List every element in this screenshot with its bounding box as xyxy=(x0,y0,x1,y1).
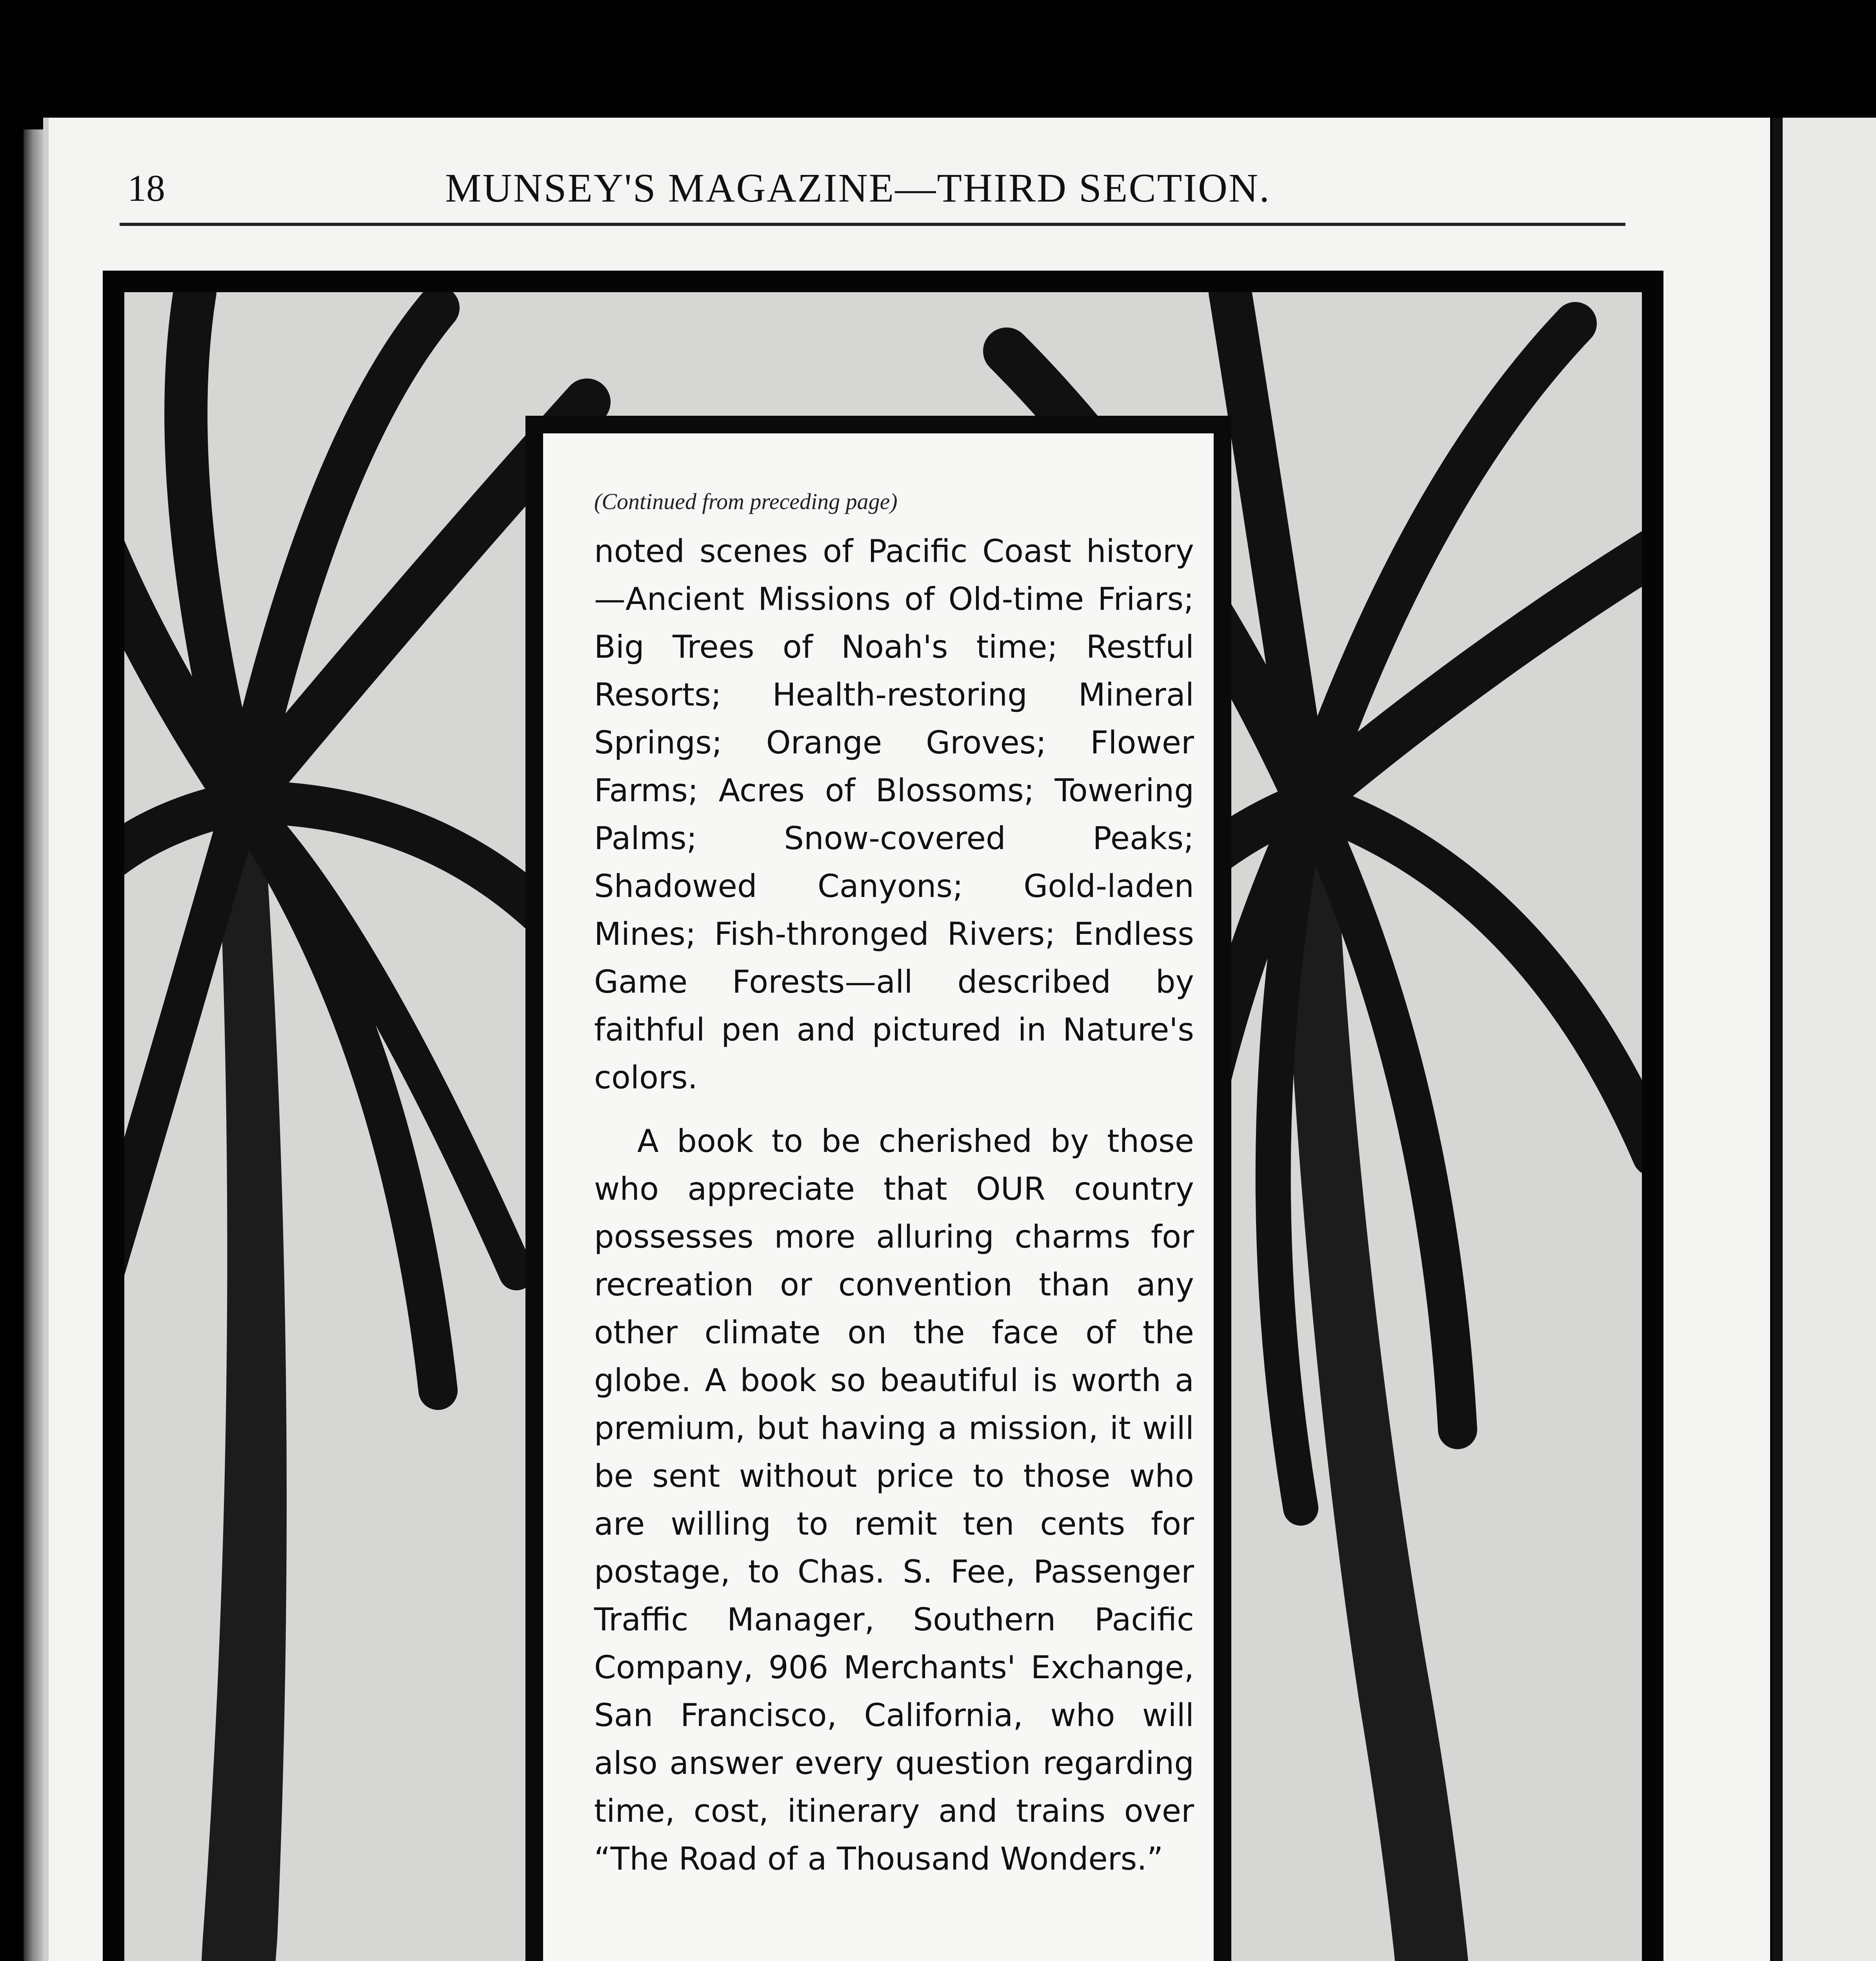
running-head: MUNSEY'S MAGAZINE—THIRD SECTION. xyxy=(445,166,1271,211)
paragraph-1: noted scenes of Pacific Coast history—Ancient Missions of Old-time Friars; Big Trees of Noah's time; Restful Resorts; Health-restoring Mineral Springs; Orange Groves; Flower Farms; Acres of Blossoms; Towering Palms; Snow-covered Peaks; Shadowed Canyons; Gold-laden Mines; Fish-thronged Rivers; Endless Game Forests—all described by faithful pen and pictured in Nature's colors. xyxy=(594,533,1194,1096)
page-header xyxy=(80,165,1625,227)
paragraph-2: A book to be cherished by those who appreciate that OUR country possesses more alluring charms for recreation or convention than any other climate on the face of the globe. A book so beautiful is worth a premium, but having a mission, it will be sent without price to those who are willing to remit ten cents for postage, to Chas. S. Fee, Passenger Traffic Manager, Southern Pacific Company, 906 Merchants' Exchange, San Francisco, California, who will also answer every question regarding time, cost, itinerary and trains over “The Road of a Thousand Wonders.” xyxy=(594,1123,1194,1877)
header-rule xyxy=(120,223,1625,226)
facing-page-edge xyxy=(1772,118,1876,1961)
continued-note: (Continued from preceding page) xyxy=(594,489,898,514)
text-panel-inner xyxy=(543,433,1214,1961)
advertisement-text-panel xyxy=(525,416,1231,1961)
advertisement-body xyxy=(594,528,1194,1899)
page-number: 18 xyxy=(127,167,165,209)
